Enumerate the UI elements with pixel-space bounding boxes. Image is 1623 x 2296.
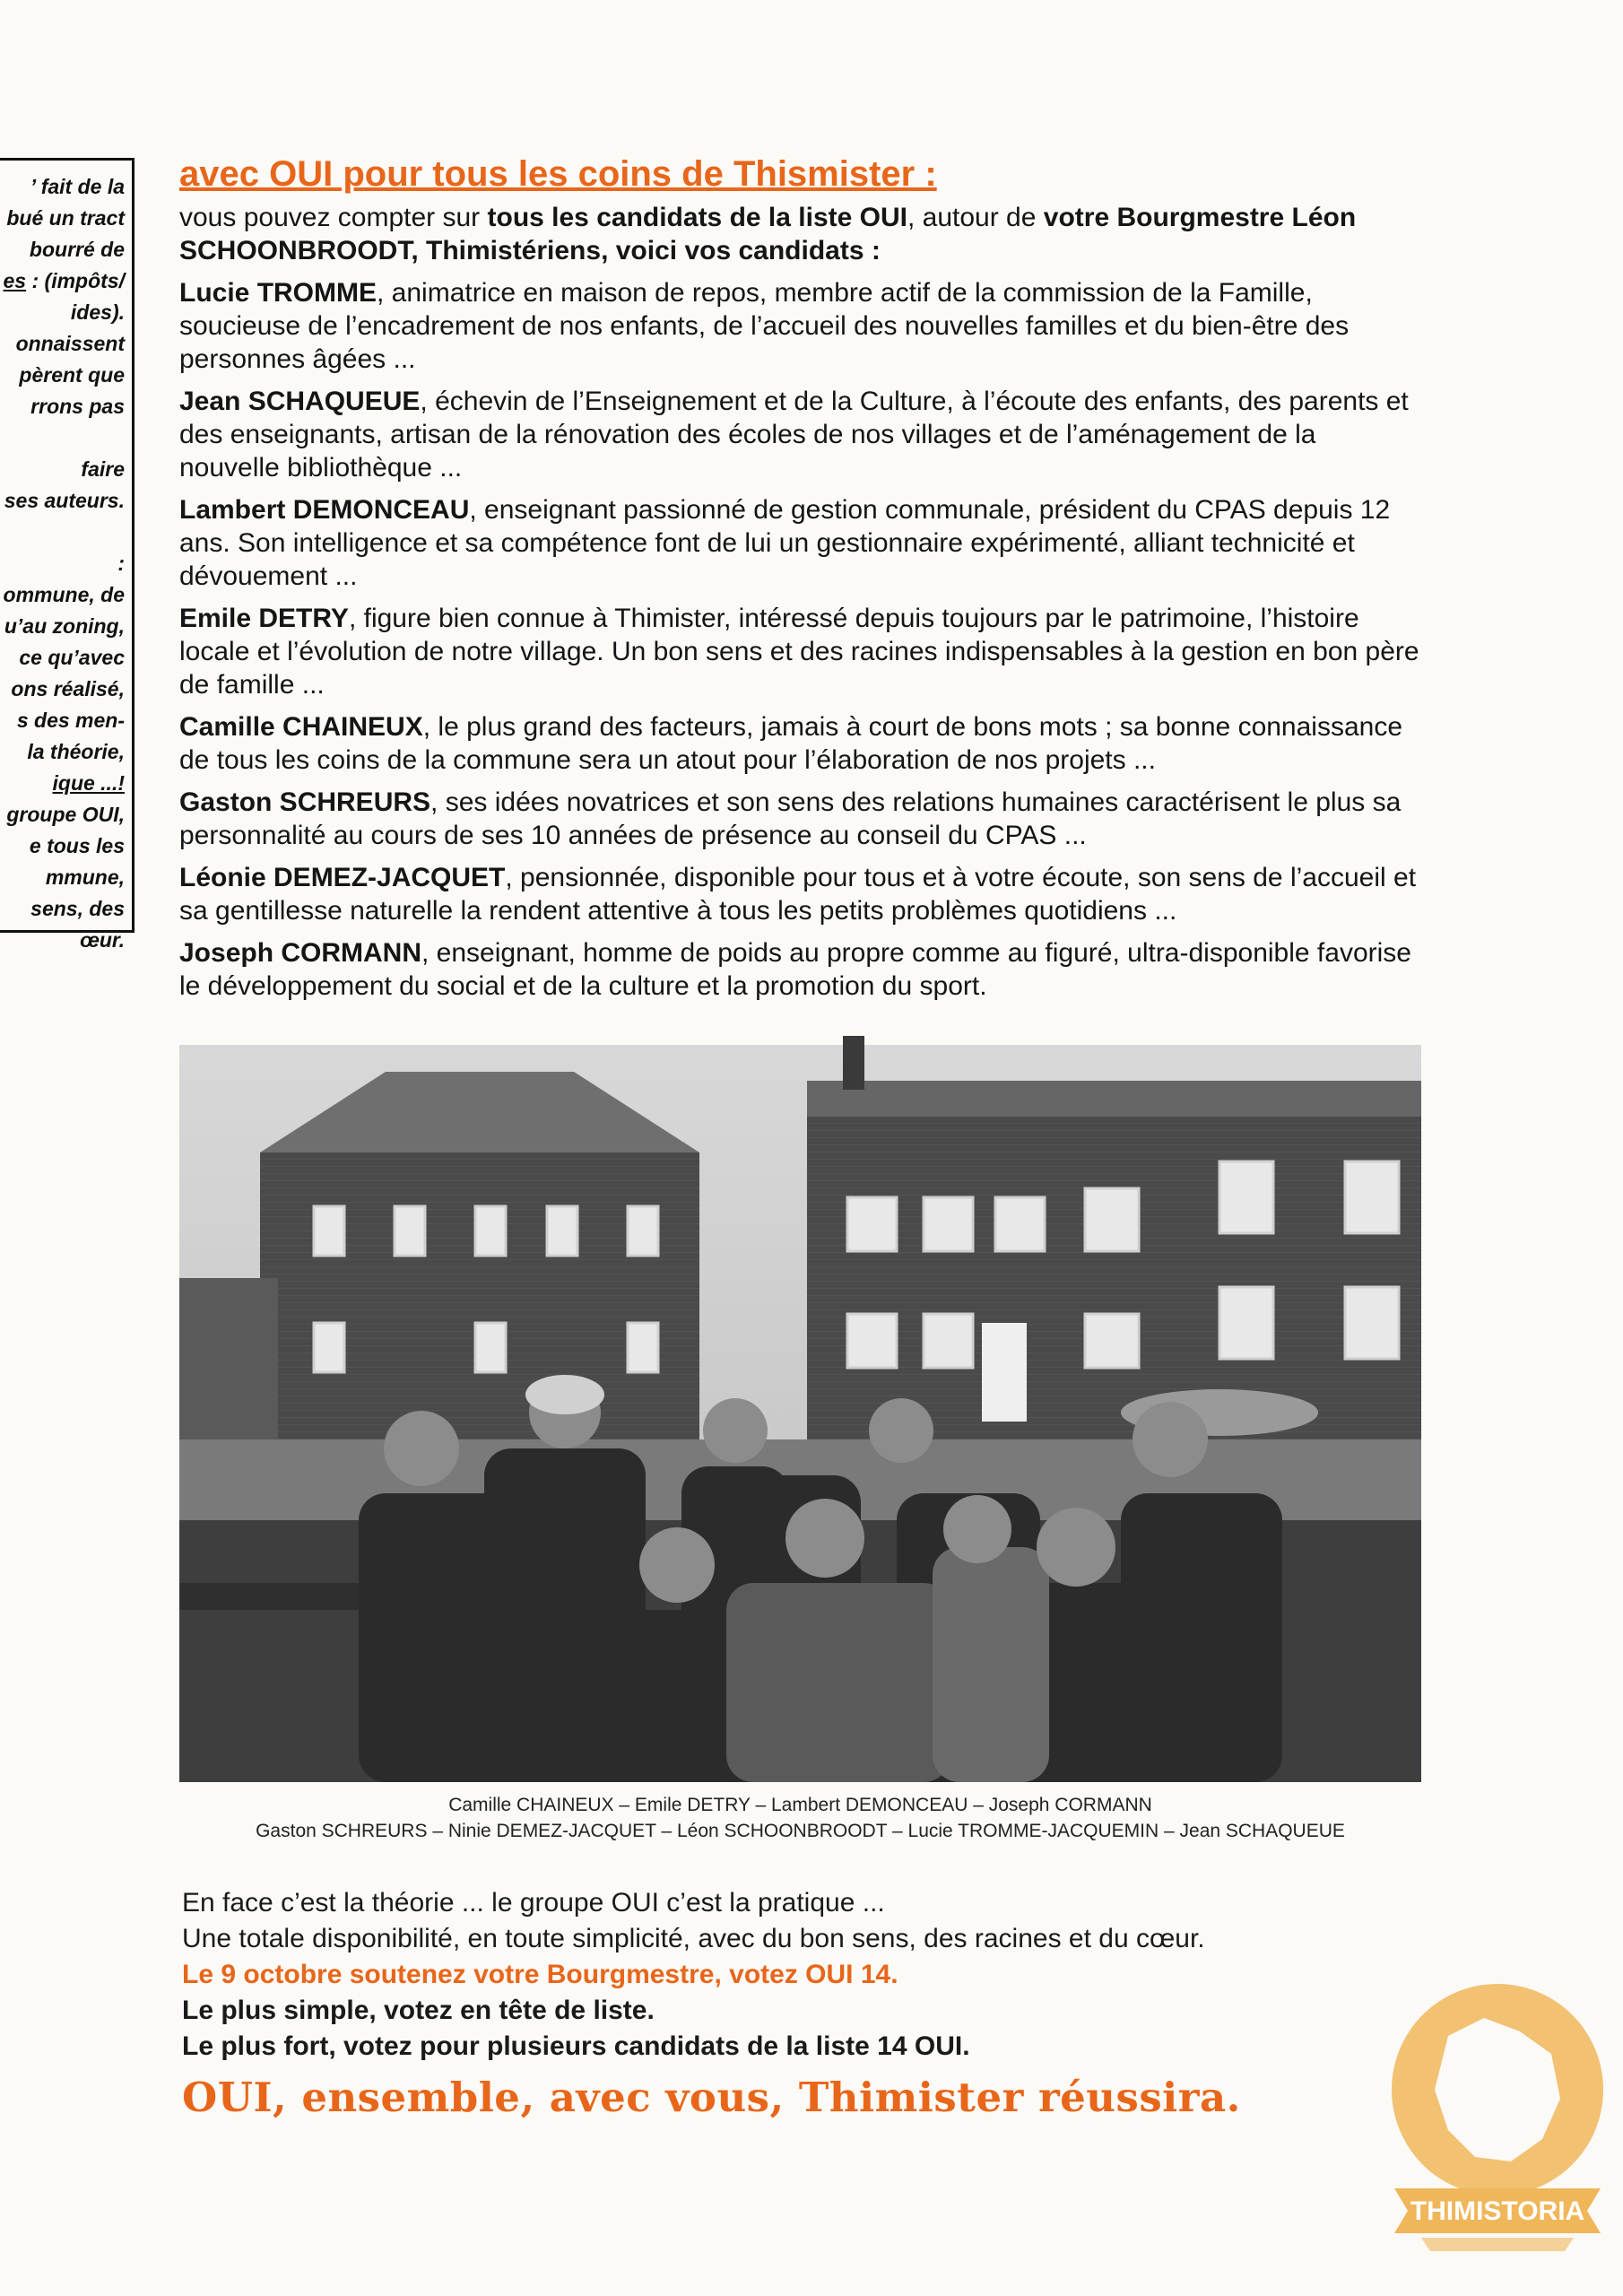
sidebar-fragment-line bbox=[0, 799, 125, 831]
group-photo bbox=[179, 1045, 1421, 1782]
sidebar-fragment-text: ses auteurs. bbox=[4, 489, 125, 512]
sidebar-fragment-text: onnaissent bbox=[15, 332, 125, 355]
sidebar-fragment-line bbox=[0, 548, 125, 579]
intro-text-1: vous pouvez compter sur bbox=[179, 203, 488, 232]
candidate-name: Emile DETRY bbox=[179, 604, 349, 633]
sidebar-fragment-tail: : (impôts/ bbox=[26, 269, 125, 292]
sidebar-fragment-line bbox=[0, 360, 125, 391]
sidebar-fragment-line bbox=[0, 642, 125, 674]
sidebar-fragment-line bbox=[0, 925, 125, 956]
closing-line-4: Le plus simple, votez en tête de liste. bbox=[182, 1996, 655, 2025]
caption-line-2: Gaston SCHREURS – Ninie DEMEZ-JACQUET – Léon SCHOONBROODT – Lucie TROMME-JACQUEMIN – Jean SCHAQUEUE bbox=[256, 1821, 1345, 1841]
sidebar-fragment-line bbox=[0, 297, 125, 328]
sidebar-fragment-line bbox=[0, 893, 125, 925]
candidate-name: Lambert DEMONCEAU bbox=[179, 495, 470, 525]
candidate-paragraph bbox=[179, 710, 1421, 777]
candidate-name: Jean SCHAQUEUE bbox=[179, 387, 421, 416]
sidebar-fragment-text: ique ...! bbox=[52, 771, 125, 795]
candidate-description: , pensionnée, disponible pour tous et à votre écoute, son sens de l’accueil et sa gentillesse naturelle la rendent attentive à tous les petits problèmes quotidiens ... bbox=[179, 863, 1417, 926]
sidebar-fragment-line bbox=[0, 422, 125, 454]
candidate-paragraph bbox=[179, 602, 1421, 701]
intro-bold-1: tous les candidats de la liste OUI bbox=[487, 203, 907, 232]
sidebar-fragment-text: es bbox=[3, 269, 27, 292]
sidebar-fragment-line bbox=[0, 831, 125, 862]
intro-paragraph bbox=[179, 201, 1421, 267]
sidebar-fragment-text: s des men- bbox=[16, 709, 125, 732]
thimistoria-logo bbox=[1385, 1982, 1610, 2287]
closing-line-2: Une totale disponibilité, en toute simplicité, avec du bon sens, des racines et du cœur. bbox=[182, 1924, 1205, 1953]
sidebar-fragment-text: : bbox=[117, 552, 125, 575]
sidebar-fragment-text: groupe OUI, bbox=[6, 803, 125, 826]
candidate-description: , le plus grand des facteurs, jamais à court de bons mots ; sa bonne connaissance de tous les coins de la commune sera un atout pour l’élaboration de nos projets ... bbox=[179, 712, 1403, 775]
candidate-description: , figure bien connue à Thimister, intéressé depuis toujours par le patrimoine, l’histoire locale et l’évolution de notre village. Un bon sens et des racines indispensables à la gestion en bon père de famille ... bbox=[179, 604, 1419, 700]
sidebar-fragment-line bbox=[0, 265, 125, 297]
candidate-paragraph bbox=[179, 276, 1421, 376]
closing-line-1: En face c’est la théorie ... le groupe OUI c’est la pratique ... bbox=[182, 1888, 885, 1918]
sidebar-fragment-text: la théorie, bbox=[27, 740, 125, 763]
candidate-name: Joseph CORMANN bbox=[179, 938, 422, 968]
candidate-list bbox=[179, 276, 1421, 1003]
sidebar-fragment-line bbox=[0, 391, 125, 422]
sidebar-fragment-text: ides). bbox=[70, 300, 125, 324]
candidate-name: Camille CHAINEUX bbox=[179, 712, 423, 742]
sidebar-fragment-line bbox=[0, 674, 125, 705]
sidebar-fragment-line bbox=[0, 579, 125, 611]
sidebar-fragment-text: faire bbox=[81, 457, 125, 481]
logo-text: THIMISTORIA bbox=[1410, 2196, 1585, 2226]
logo-ribbon-tail bbox=[1421, 2238, 1574, 2251]
candidate-paragraph bbox=[179, 786, 1421, 852]
sidebar-fragment-text: ’ fait de la bbox=[30, 175, 125, 198]
candidate-name: Gaston SCHREURS bbox=[179, 787, 431, 817]
candidate-paragraph bbox=[179, 861, 1421, 927]
closing-block bbox=[182, 1885, 1437, 2065]
candidate-description: , échevin de l’Enseignement et de la Culture, à l’écoute des enfants, des parents et des enseignants, artisan de la rénovation des écoles de nos villages et de l’aménagement de la nouvelle bibliothèque ... bbox=[179, 387, 1409, 483]
sidebar-fragment-text: bourré de bbox=[29, 238, 125, 261]
sidebar-fragment-line bbox=[0, 705, 125, 736]
group-photo-image bbox=[179, 1045, 1421, 1782]
candidate-paragraph bbox=[179, 936, 1421, 1003]
candidate-name: Léonie DEMEZ-JACQUET bbox=[179, 863, 506, 892]
sidebar-fragment-text: e tous les bbox=[29, 834, 125, 857]
closing-line-5: Le plus fort, votez pour plusieurs candidats de la liste 14 OUI. bbox=[182, 2031, 970, 2061]
sidebar-fragment-text: mmune, bbox=[45, 865, 125, 889]
sidebar-fragment-line bbox=[0, 171, 125, 203]
sidebar-fragment-text: sens, des bbox=[30, 897, 125, 920]
sidebar-fragment-line bbox=[0, 611, 125, 642]
intro-text-2: , autour de bbox=[907, 203, 1044, 232]
sidebar-fragment-line bbox=[0, 328, 125, 360]
sidebar-fragment-line bbox=[0, 234, 125, 265]
sidebar-fragment-text: pèrent que bbox=[19, 363, 125, 387]
sidebar-fragment-text: ommune, de bbox=[3, 583, 125, 606]
sidebar-fragment-line bbox=[0, 454, 125, 485]
candidate-description: , ses idées novatrices et son sens des relations humaines caractérisent le plus sa personnalité au cours de ses 10 années de présence au conseil du CPAS ... bbox=[179, 787, 1402, 850]
sidebar-fragment-line bbox=[0, 485, 125, 517]
candidate-name: Lucie TROMME bbox=[179, 278, 378, 308]
page-title: avec OUI pour tous les coins de Thismister : bbox=[179, 154, 937, 194]
main-article bbox=[179, 152, 1421, 1012]
candidate-description: , enseignant, homme de poids au propre comme au figuré, ultra-disponible favorise le développement du social et de la culture et la promotion du sport. bbox=[179, 938, 1411, 1001]
candidate-paragraph bbox=[179, 385, 1421, 484]
slogan: OUI, ensemble, avec vous, Thimister réussira. bbox=[182, 2074, 1241, 2121]
sidebar-fragment-line bbox=[0, 768, 125, 799]
sidebar-fragment-line bbox=[0, 203, 125, 234]
sidebar-fragment-text: œur. bbox=[80, 928, 125, 952]
candidate-description: , animatrice en maison de repos, membre actif de la commission de la Famille, soucieuse de l’encadrement de nos enfants, de l’accueil des nouvelles familles et du bien-être des personnes âgées ... bbox=[179, 278, 1350, 374]
sidebar-fragment-text: ce qu’avec bbox=[19, 646, 125, 669]
intro-bold-2: votre Bourgmestre Léon SCHOONBROODT, Thimistériens, voici vos candidats : bbox=[179, 203, 1357, 265]
sidebar-fragment-line bbox=[0, 862, 125, 893]
candidate-paragraph bbox=[179, 493, 1421, 593]
sidebar-fragment-line bbox=[0, 736, 125, 768]
sidebar-fragment-text: bué un tract bbox=[6, 206, 125, 230]
sidebar-fragment-box bbox=[0, 158, 135, 952]
sidebar-fragment-text: ons réalisé, bbox=[11, 677, 125, 700]
sidebar-fragment-text: u’au zoning, bbox=[4, 614, 125, 638]
caption-line-1: Camille CHAINEUX – Emile DETRY – Lambert DEMONCEAU – Joseph CORMANN bbox=[448, 1795, 1152, 1815]
sidebar-fragment-text: rrons pas bbox=[30, 395, 125, 418]
sidebar-fragment-line bbox=[0, 517, 125, 548]
photo-caption bbox=[179, 1792, 1421, 1844]
closing-line-3: Le 9 octobre soutenez votre Bourgmestre, votez OUI 14. bbox=[182, 1960, 898, 1989]
candidate-description: , enseignant passionné de gestion communale, président du CPAS depuis 12 ans. Son intelligence et sa compétence font de lui un gestionnaire expérimenté, alliant technicité et dévouement ... bbox=[179, 495, 1391, 591]
